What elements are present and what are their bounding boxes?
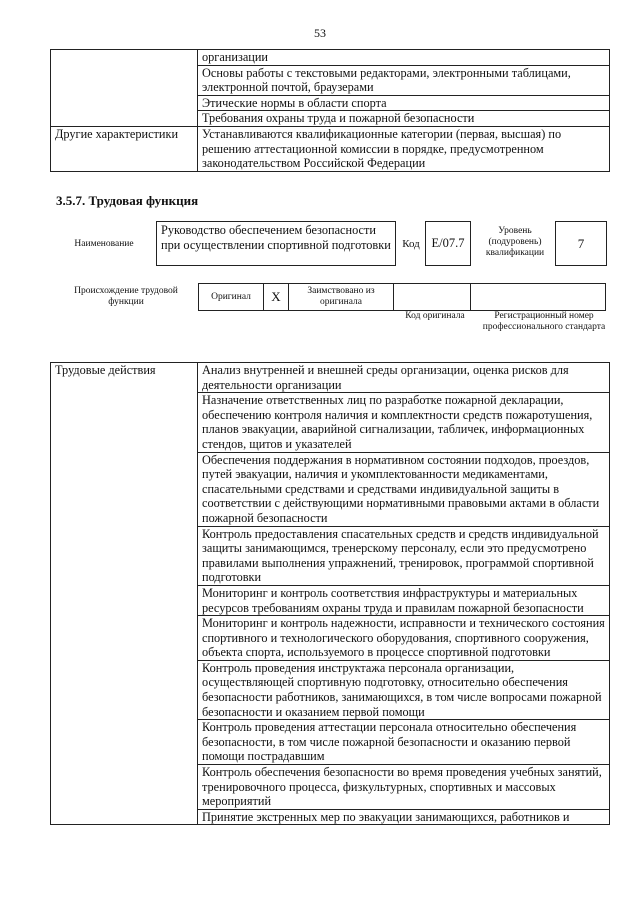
- borrowed-label: Заимствовано из оригинала: [289, 284, 394, 311]
- table-cell: Контроль проведения аттестации персонала относительно обеспечения безопасности, в том числе пожарной безопасности и оказанию первой помощи пострадавшим: [198, 720, 610, 765]
- name-label: Наименование: [74, 239, 134, 249]
- reg-number-cell: [471, 284, 606, 311]
- other-characteristics-label: Другие характеристики: [51, 126, 198, 171]
- characteristics-table: [50, 49, 610, 172]
- table-row: [199, 284, 606, 311]
- table-cell: Принятие экстренных мер по эвакуации занимающихся, работников и: [198, 809, 610, 825]
- table-cell: Требования охраны труда и пожарной безопасности: [198, 111, 610, 127]
- function-code: E/07.7: [425, 221, 471, 266]
- level-label: Уровень (подуровень) квалификации: [485, 226, 545, 258]
- table-row: [51, 50, 610, 66]
- other-characteristics-value: Устанавливаются квалификационные категории (первая, высшая) по решению аттестационной комиссии в порядке, предусмотренном законодательством Российской Федерации: [198, 126, 610, 171]
- qualification-level: 7: [555, 221, 607, 266]
- table-row: [51, 363, 610, 393]
- table-cell: Основы работы с текстовыми редакторами, электронными таблицами, электронной почтой, браузерами: [198, 65, 610, 95]
- table-cell: Обеспечения поддержания в нормативном состоянии подходов, проездов, путей эвакуации, наличия и укомплектованности медикаментами, спасательными средствами и средствами индивидуальной защиты в соответствии с действующими нормативными правовыми актами в области пожарной безопасности: [198, 452, 610, 526]
- code-label: Код: [402, 238, 420, 250]
- origin-label: Происхождение трудовой функции: [74, 286, 178, 307]
- original-label: Оригинал: [199, 284, 264, 311]
- table-cell: Мониторинг и контроль надежности, исправности и технического состояния спортивного и технологического оборудования, спортивного сооружения, объекта спорта, используемого в процессе спортивной подготовки: [198, 616, 610, 661]
- original-mark: X: [264, 284, 289, 311]
- labor-actions-table: [50, 362, 610, 825]
- table-cell: Назначение ответственных лиц по разработке пожарной декларации, обеспечению контроля наличия и комплектности средств пожаротушения, планов эвакуации, аварийной сигнализации, табличек, информационных стендов, щитов и указателей: [198, 393, 610, 452]
- table-cell: организации: [198, 50, 610, 66]
- code-original-label: Код оригинала: [405, 311, 465, 321]
- code-original-cell: [394, 284, 471, 311]
- table-cell: Анализ внутренней и внешней среды организации, оценка рисков для деятельности организации: [198, 363, 610, 393]
- table-cell: Контроль обеспечения безопасности во время проведения учебных занятий, тренировочного процесса, физкультурных, спортивных и массовых мероприятий: [198, 765, 610, 810]
- section-title: 3.5.7. Трудовая функция: [56, 193, 199, 208]
- function-name: Руководство обеспечением безопасности при осуществлении спортивной подготовки: [156, 221, 396, 266]
- table-cell: Мониторинг и контроль соответствия инфраструктуры и материальных ресурсов требованиям охраны труда и правилам пожарной безопасности: [198, 585, 610, 615]
- labor-actions-label: Трудовые действия: [51, 363, 198, 825]
- table-cell: Контроль проведения инструктажа персонала организации, осуществляющей спортивную подготовку, относительно обеспечения безопасности работников, занимающихся, в том числе вопросами пожарной безопасности и оказанием первой помощи: [198, 660, 610, 719]
- origin-table: [198, 283, 606, 311]
- table-cell: Этические нормы в области спорта: [198, 95, 610, 111]
- table-cell: Контроль предоставления спасательных средств и средств индивидуальной защиты занимающимся, тренерскому персоналу, если это предусмотрено правилами выполнения упражнений, тренировок, программой спортивной подготовки: [198, 526, 610, 585]
- reg-number-label: Регистрационный номер профессионального стандарта: [482, 311, 606, 332]
- table-row: [51, 126, 610, 171]
- page-number: 53: [314, 26, 326, 40]
